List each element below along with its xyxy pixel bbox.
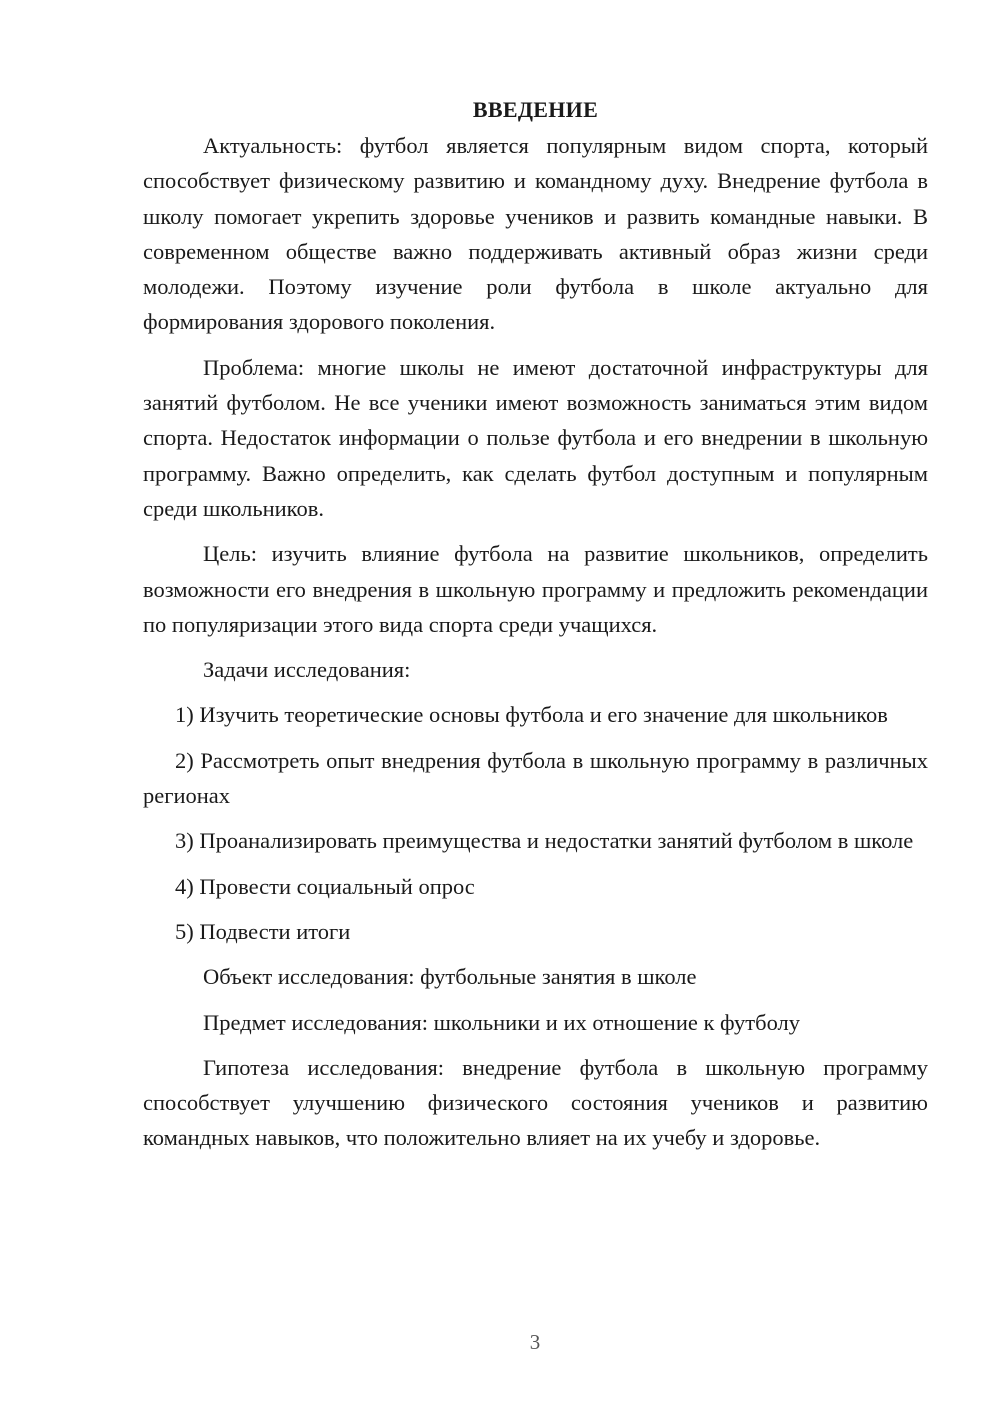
document-page xyxy=(143,92,928,1156)
task-item-5: 5) Подвести итоги xyxy=(175,918,351,944)
research-subject: Предмет исследования: школьники и их отношение к футболу xyxy=(203,1009,801,1035)
task-item-1: 1) Изучить теоретические основы футбола и его значение для школьников xyxy=(175,702,888,728)
page-title: ВВЕДЕНИЕ xyxy=(472,97,599,122)
hypothesis-paragraph: Гипотеза исследования: внедрение футбола в школьную программу способствует улучшению физического состояния учеников и развитию командных навыков, что положительно влияет на их учебу и здоровье. xyxy=(143,1054,928,1151)
tasks-heading: Задачи исследования: xyxy=(203,657,411,683)
task-item-2: 2) Рассмотреть опыт внедрения футбола в школьную программу в различных регионах xyxy=(143,747,928,809)
goal-paragraph: Цель: изучить влияние футбола на развитие школьников, определить возможности его внедрения в школьную программу и предложить рекомендации по популяризации этого вида спорта среди учащихся. xyxy=(143,541,928,637)
task-item-3: 3) Проанализировать преимущества и недостатки занятий футболом в школе xyxy=(175,828,914,854)
task-item-4: 4) Провести социальный опрос xyxy=(175,873,475,899)
research-object: Объект исследования: футбольные занятия в школе xyxy=(203,964,697,990)
relevance-paragraph: Актуальность: футбол является популярным видом спорта, который способствует физическому развитию и командному духу. Внедрение футбола в школу помогает укрепить здоровье учеников и развить командные навыки. В современном обществе важно поддерживать активный образ жизни среди молодежи. Поэтому изучение роли футбола в школе актуально для формирования здорового поколения. xyxy=(143,133,928,335)
page-number: 3 xyxy=(529,1330,541,1354)
problem-paragraph: Проблема: многие школы не имеют достаточной инфраструктуры для занятий футболом. Не все ученики имеют возможность заниматься этим видом спорта. Недостаток информации о пользе футбола и его внедрении в школьную программу. Важно определить, как сделать футбол доступным и популярным среди школьников. xyxy=(143,354,928,521)
